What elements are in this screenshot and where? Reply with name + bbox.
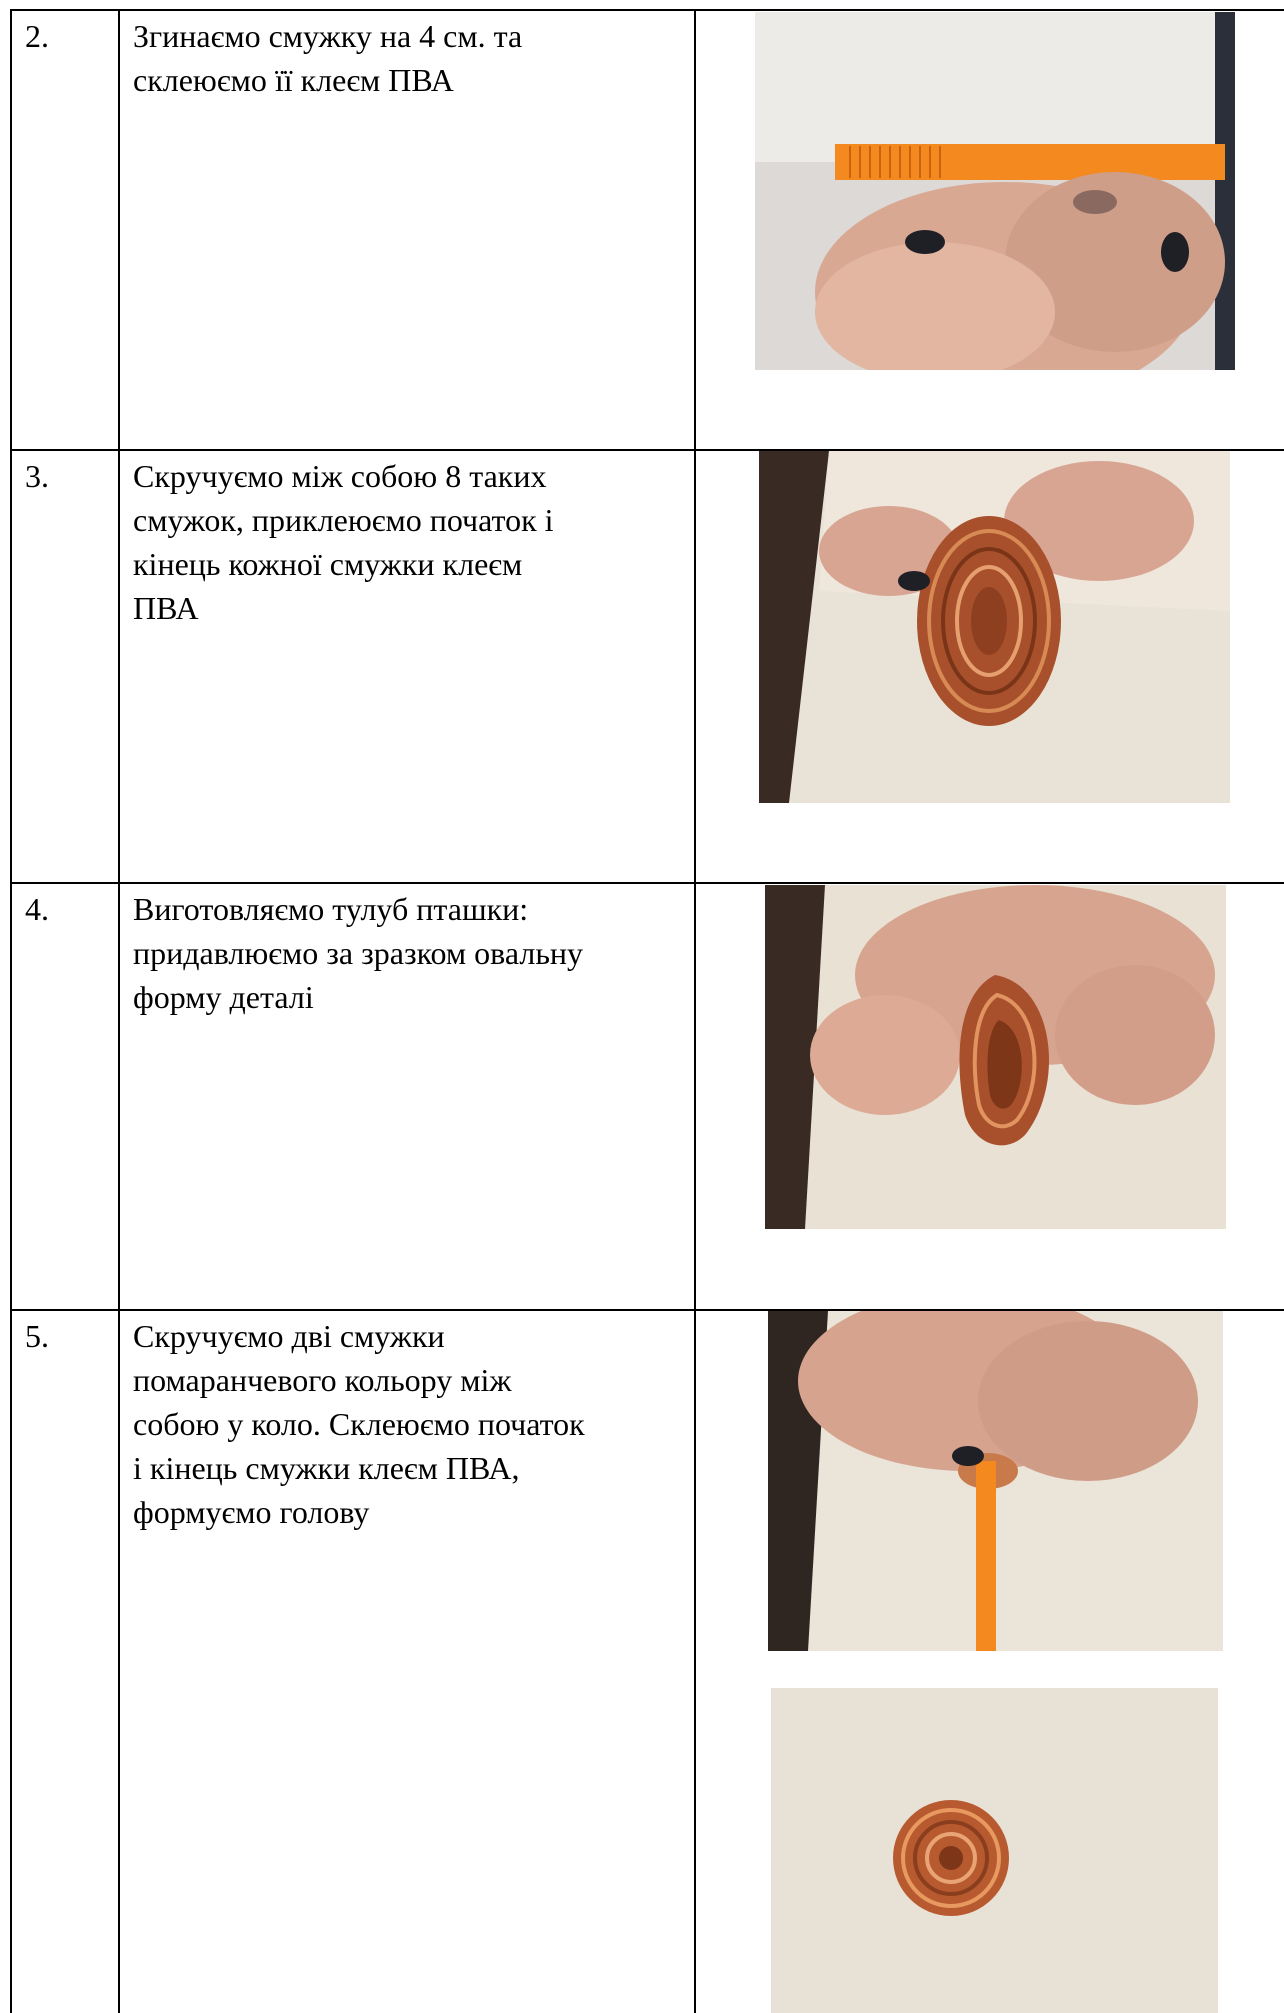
step-description: Згинаємо смужку на 4 см. та склеюємо її клеєм ПВА <box>133 18 523 98</box>
row-border <box>10 9 1284 11</box>
step-number: 5. <box>25 1318 49 1354</box>
step-photo-round-head <box>771 1688 1218 2013</box>
step-photo-folding-strip <box>755 12 1235 370</box>
step-description: Скручуємо дві смужки помаранчевого кольору між собою у коло. Склеюємо початок і кінець смужки клеєм ПВА, формуємо голову <box>133 1318 585 1530</box>
step-number: 3. <box>25 458 49 494</box>
row-border <box>10 882 1284 884</box>
step-number: 4. <box>25 891 49 927</box>
column-border <box>118 9 120 2013</box>
step-number: 2. <box>25 18 49 54</box>
step-photo-oval-coil <box>759 451 1230 803</box>
column-border <box>694 9 696 2013</box>
step-photo-rolling-strip <box>768 1311 1223 1651</box>
step-photo-teardrop-body <box>765 885 1226 1229</box>
step-description: Скручуємо між собою 8 таких смужок, приклеюємо початок і кінець кожної смужки клеєм ПВА <box>133 458 554 626</box>
column-border <box>10 9 12 2013</box>
step-description: Виготовляємо тулуб пташки: придавлюємо за зразком овальну форму деталі <box>133 891 584 1015</box>
